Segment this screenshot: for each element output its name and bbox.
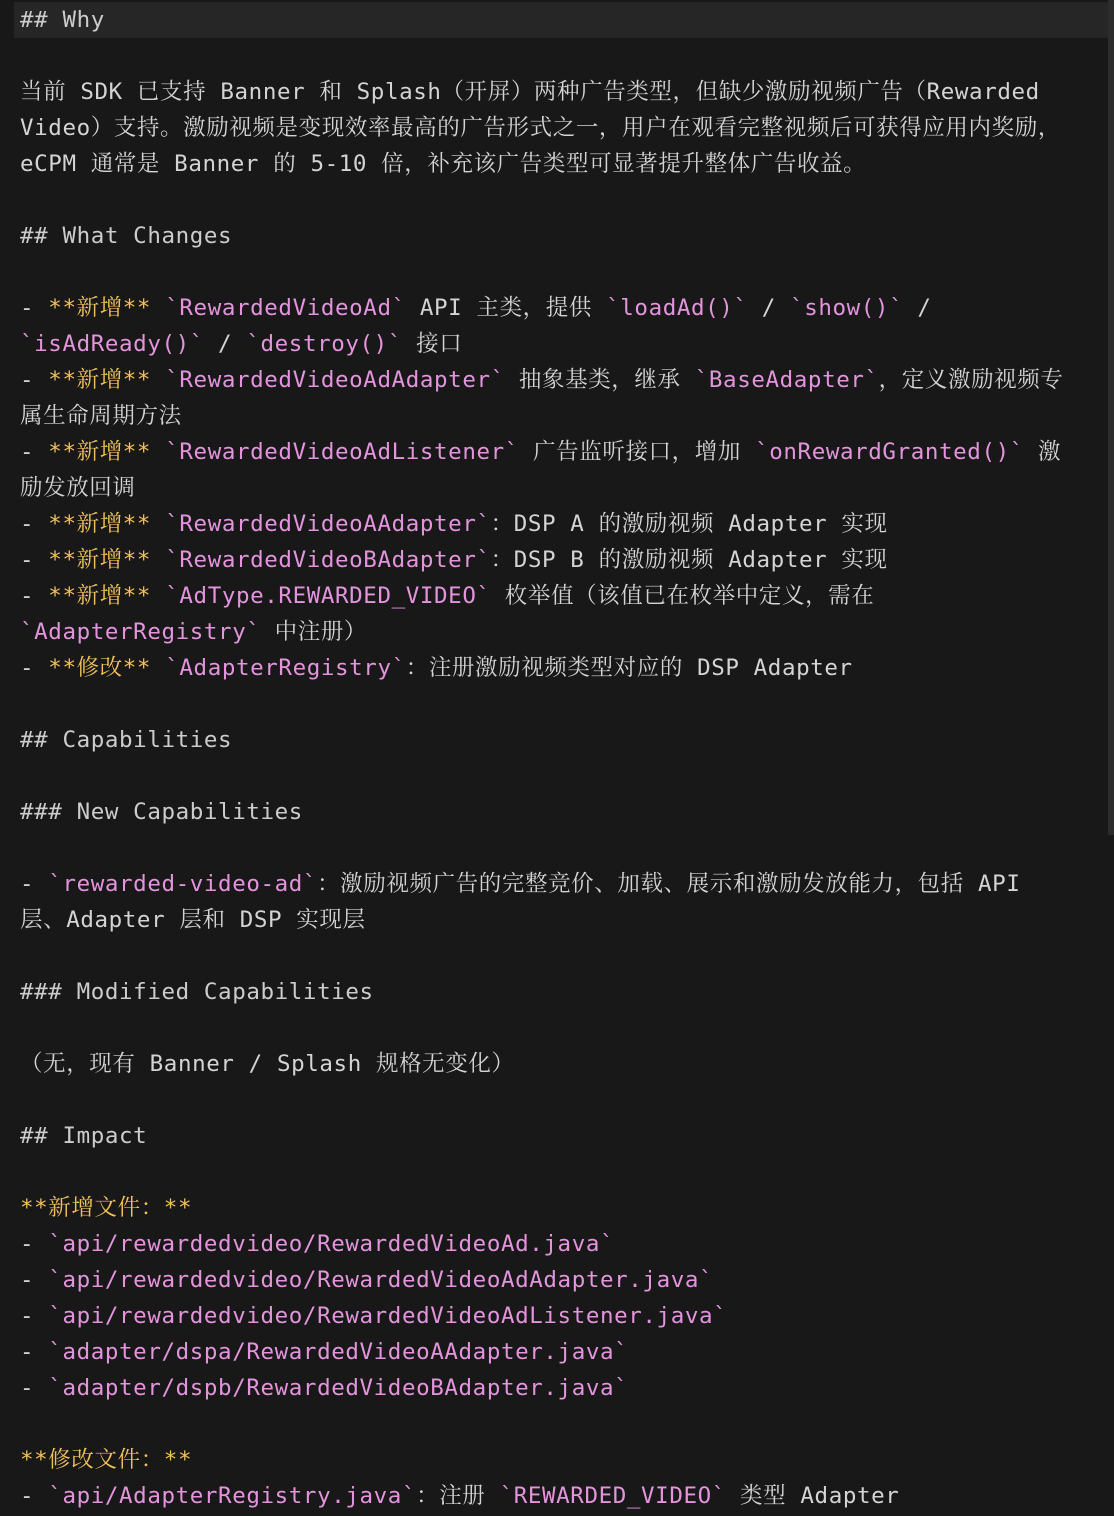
plain-text: 属生命周期方法 — [20, 403, 182, 429]
inline-code: `BaseAdapter` — [694, 367, 879, 393]
bullet-dash: - — [20, 871, 49, 897]
bullet-dash: - — [20, 367, 49, 393]
plain-text: / — [747, 295, 791, 321]
inline-code: `AdapterRegistry` — [20, 619, 261, 645]
plain-text: ：DSP B 的激励视频 Adapter 实现 — [490, 547, 888, 573]
added-tag: **新增** — [48, 439, 152, 465]
plain-text: / — [203, 331, 247, 357]
new-files-label: **新增文件：** — [20, 1195, 193, 1221]
inline-code: `RewardedVideoBAdapter` — [165, 547, 491, 573]
plain-text: 层、Adapter 层和 DSP 实现层 — [20, 907, 366, 933]
editor-line[interactable] — [20, 1370, 1100, 1406]
editor-line[interactable] — [20, 38, 1100, 74]
editor-line[interactable] — [20, 398, 1100, 434]
vertical-scrollbar[interactable] — [1108, 0, 1114, 835]
file-path: `adapter/dspb/RewardedVideoBAdapter.java` — [48, 1375, 629, 1401]
why-paragraph-line-2: Video）支持。激励视频是变现效率最高的广告形式之一，用户在观看完整视频后可获得应用内奖励， — [20, 115, 1061, 141]
editor-line[interactable] — [20, 866, 1100, 902]
editor-line[interactable] — [20, 722, 1100, 758]
editor-line[interactable] — [20, 938, 1100, 974]
bullet-dash: - — [20, 1267, 49, 1293]
bullet-dash: - — [20, 547, 49, 573]
editor-line[interactable] — [20, 1010, 1100, 1046]
editor-line[interactable] — [20, 830, 1100, 866]
bullet-dash: - — [20, 295, 49, 321]
file-path: `api/rewardedvideo/RewardedVideoAdAdapter.java` — [48, 1267, 714, 1293]
added-tag: **新增** — [48, 583, 152, 609]
editor-line[interactable] — [20, 686, 1100, 722]
plain-text: （无，现有 Banner / Splash 规格无变化） — [20, 1051, 515, 1077]
plain-text: ：注册 — [416, 1483, 500, 1509]
editor-line[interactable] — [20, 902, 1100, 938]
editor-line[interactable] — [20, 1442, 1100, 1478]
file-path: `api/rewardedvideo/RewardedVideoAdListener.java` — [48, 1303, 728, 1329]
plain-text: 枚举值（该值已在枚举中定义，需在 — [490, 583, 875, 609]
bullet-dash: - — [20, 1303, 49, 1329]
bullet-dash: - — [20, 511, 49, 537]
editor-line[interactable] — [20, 1046, 1100, 1082]
plain-text: 广告监听接口，增加 — [518, 439, 756, 465]
heading-impact: ## Impact — [20, 1123, 148, 1149]
plain-text: ：注册激励视频类型对应的 DSP Adapter — [405, 655, 853, 681]
bullet-dash: - — [20, 1483, 49, 1509]
heading-what-changes: ## What Changes — [20, 223, 233, 249]
plain-text: 励发放回调 — [20, 475, 136, 501]
added-tag: **新增** — [48, 511, 152, 537]
added-tag: **新增** — [48, 547, 152, 573]
plain-text: 中注册） — [260, 619, 368, 645]
bullet-dash: - — [20, 583, 49, 609]
inline-code: `AdapterRegistry` — [165, 655, 406, 681]
plain-text: ，定义激励视频专 — [878, 367, 1064, 393]
inline-code: `RewardedVideoAAdapter` — [165, 511, 491, 537]
heading-new-capabilities: ### New Capabilities — [20, 799, 303, 825]
editor-line[interactable] — [20, 1406, 1100, 1442]
editor-line[interactable] — [20, 614, 1100, 650]
editor-line[interactable] — [20, 794, 1100, 830]
heading-modified-capabilities: ### Modified Capabilities — [20, 979, 374, 1005]
heading-capabilities: ## Capabilities — [20, 727, 233, 753]
inline-code: `show()` — [790, 295, 904, 321]
modified-tag: **修改** — [48, 655, 152, 681]
editor-line[interactable] — [20, 650, 1100, 686]
editor-line[interactable] — [20, 470, 1100, 506]
editor-line[interactable] — [20, 1262, 1100, 1298]
plain-text: ：激励视频广告的完整竞价、加载、展示和激励发放能力，包括 API — [317, 871, 1021, 897]
editor-line[interactable] — [20, 146, 1100, 182]
inline-code: `rewarded-video-ad` — [48, 871, 318, 897]
editor-line[interactable] — [20, 1298, 1100, 1334]
modified-files-label: **修改文件：** — [20, 1447, 193, 1473]
editor-line[interactable] — [20, 506, 1100, 542]
plain-text: 抽象基类，继承 — [504, 367, 695, 393]
inline-code: `loadAd()` — [606, 295, 748, 321]
editor-line[interactable] — [20, 218, 1100, 254]
file-path: `api/AdapterRegistry.java` — [48, 1483, 417, 1509]
bullet-dash: - — [20, 439, 49, 465]
editor-line[interactable] — [20, 578, 1100, 614]
inline-code: `RewardedVideoAdAdapter` — [165, 367, 505, 393]
bullet-dash: - — [20, 1339, 49, 1365]
plain-text: ：DSP A 的激励视频 Adapter 实现 — [490, 511, 888, 537]
editor-line[interactable] — [20, 254, 1100, 290]
bullet-dash: - — [20, 655, 49, 681]
editor-line[interactable] — [20, 974, 1100, 1010]
editor-line[interactable] — [20, 542, 1100, 578]
added-tag: **新增** — [48, 295, 152, 321]
editor-line[interactable] — [20, 434, 1100, 470]
file-path: `adapter/dspa/RewardedVideoAAdapter.java` — [48, 1339, 629, 1365]
why-paragraph-line-3: eCPM 通常是 Banner 的 5-10 倍，补充该广告类型可显著提升整体广告收益。 — [20, 151, 867, 177]
editor-line[interactable] — [20, 1478, 1100, 1514]
added-tag: **新增** — [48, 367, 152, 393]
editor-line[interactable] — [20, 110, 1100, 146]
editor-line[interactable] — [20, 1190, 1100, 1226]
editor-line[interactable] — [20, 1118, 1100, 1154]
bullet-dash: - — [20, 1375, 49, 1401]
heading-why: ## Why — [20, 7, 105, 33]
editor-line[interactable] — [20, 1226, 1100, 1262]
why-paragraph-line-1: 当前 SDK 已支持 Banner 和 Splash（开屏）两种广告类型，但缺少激励视频广告（Rewarded — [20, 79, 1040, 105]
bullet-dash: - — [20, 1231, 49, 1257]
editor-line[interactable] — [20, 326, 1100, 362]
inline-code: `isAdReady()` — [20, 331, 204, 357]
editor-line[interactable] — [20, 362, 1100, 398]
plain-text: API 主类，提供 — [405, 295, 607, 321]
editor-line[interactable] — [20, 1082, 1100, 1118]
editor-line[interactable] — [20, 2, 1100, 38]
inline-code: `RewardedVideoAd` — [165, 295, 406, 321]
editor-line[interactable] — [20, 1154, 1100, 1190]
editor-line[interactable] — [20, 74, 1100, 110]
editor-line[interactable] — [20, 1334, 1100, 1370]
inline-code: `onRewardGranted()` — [755, 439, 1024, 465]
plain-text: 类型 Adapter — [725, 1483, 900, 1509]
editor-content[interactable] — [20, 2, 1100, 1514]
inline-code: `destroy()` — [246, 331, 402, 357]
plain-text: 激 — [1023, 439, 1062, 465]
plain-text: 接口 — [401, 331, 463, 357]
file-path: `api/rewardedvideo/RewardedVideoAd.java` — [48, 1231, 615, 1257]
editor-line[interactable] — [20, 182, 1100, 218]
editor-line[interactable] — [20, 290, 1100, 326]
editor-line[interactable] — [20, 758, 1100, 794]
inline-code: `RewardedVideoAdListener` — [165, 439, 519, 465]
inline-code: `AdType.REWARDED_VIDEO` — [165, 583, 491, 609]
inline-code: `REWARDED_VIDEO` — [499, 1483, 726, 1509]
plain-text: / — [903, 295, 932, 321]
